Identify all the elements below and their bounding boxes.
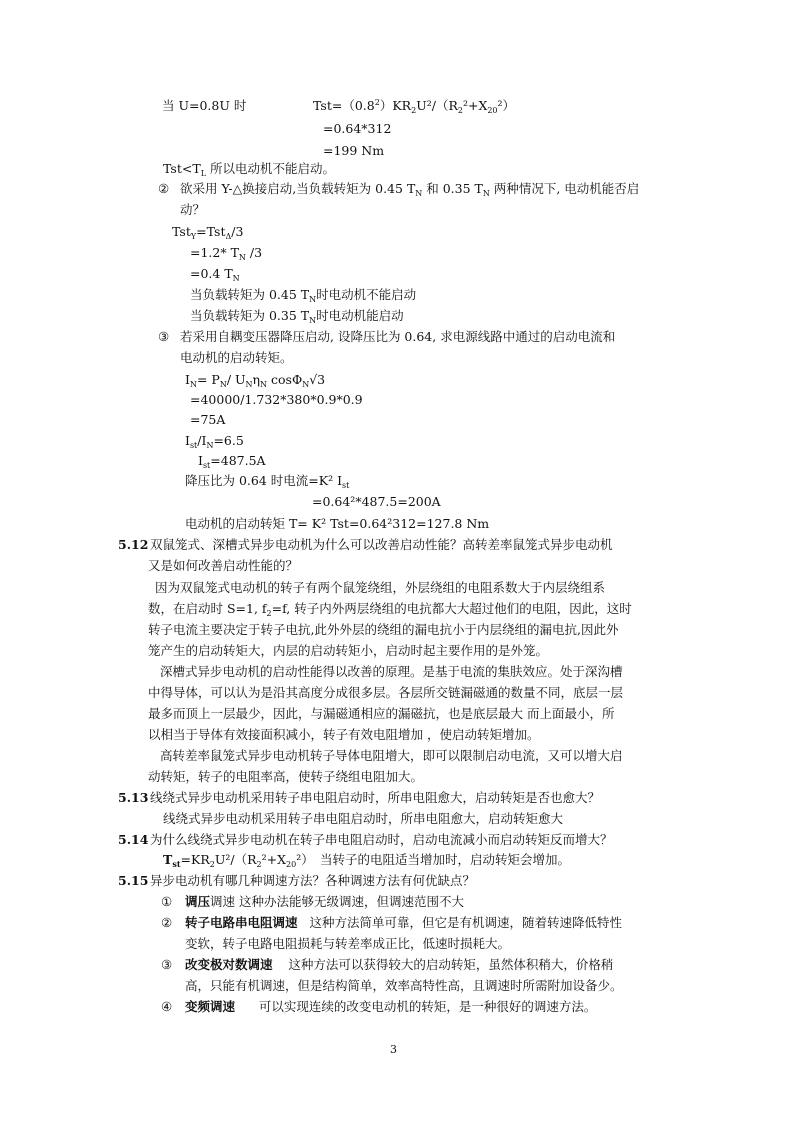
question-number: 5.13 <box>118 790 149 805</box>
list-item: 变频调速 可以实现连续的改变电动机的转矩，是一种很好的调速方法。 <box>185 999 597 1014</box>
paragraph-line: 因为双鼠笼式电动机的转子有两个鼠笼绕组，外层绕组的电阻系数大于内层绕组系 <box>155 580 606 595</box>
equation-line: 降压比为 0.64 时电流=K² $I_{st}$ <box>185 473 350 490</box>
question-text: 异步电动机有哪几种调速方法？各种调速方法有何优缺点？ <box>150 873 476 888</box>
paragraph-line: 深槽式异步电动机的启动性能得以改善的原理。是基于电流的集肤效应。处于深沟槽 <box>160 664 623 679</box>
item-number: ② <box>161 915 173 930</box>
list-item: 转子电路串电阻调速 这种方法简单可靠，但它是有机调速，随着转速降低特性 <box>185 915 622 930</box>
question-text: 又是如何改善启动性能的？ <box>148 558 299 573</box>
conclusion-line: $Tst<T_L$ 所以电动机不能启动。 <box>163 161 335 178</box>
paragraph-line: 笼产生的启动转矩大，内层的启动转矩小，启动时起主要作用的是外笼。 <box>148 643 549 658</box>
equation-line: 电动机的启动转矩 T= K² Tst=0.64²312=127.8 Nm <box>185 516 490 531</box>
result-line: =199 Nm <box>323 143 385 158</box>
item-number: ③ <box>158 329 170 344</box>
paragraph-line: 最多而顶上一层最少，因此，与漏磁通相应的漏磁抗，也是底层最大 而上面最小，所 <box>148 706 615 721</box>
list-item-cont: 变软，转子电路电阻损耗与转差率成正比，低速时损耗大。 <box>185 936 511 951</box>
formula-tst: $T_{st}=KR_2U^2/(R_2^2+X_{20}^2)$ <box>163 852 314 869</box>
equation-line: $I_{st}/I_N=6.5$ <box>185 433 244 450</box>
list-item: 改变极对数调速 这种方法可以获得较大的启动转矩，虽然体积稍大，价格稍 <box>185 957 614 972</box>
paragraph-line: 高转差率鼠笼式异步电动机转子导体电阻增大，即可以限制启动电流，又可以增大启 <box>160 748 623 763</box>
question-text: 为什么线绕式异步电动机在转子串电阻启动时，启动电流减小而启动转矩反而增大？ <box>150 832 613 847</box>
equation-line: =0.4 $T_N$ <box>190 266 240 283</box>
question-text: 双鼠笼式、深槽式异步电动机为什么可以改善启动性能？高转差率鼠笼式异步电动机 <box>150 537 613 552</box>
result-line: =0.64*312 <box>323 121 392 136</box>
question-number: 5.12 <box>118 537 149 552</box>
answer-line: 当负载转矩为 0.45 $T_N$时电动机不能启动 <box>190 287 417 304</box>
equation-line: $I_{st}=487.5A$ <box>198 453 266 470</box>
paragraph-line: 数，在启动时 S=1, $f_2=f$, 转子内外两层绕组的电抗都大大超过他们的电阻，因此，这时 <box>148 601 632 618</box>
question-number: 5.14 <box>118 832 149 847</box>
question-line: 动？ <box>180 202 206 217</box>
paragraph-line: 以相当于导体有效接面积减小，转子有效电阻增加 ，使启动转矩增加。 <box>148 727 540 742</box>
equation-line: =75A <box>190 412 226 427</box>
equation-line: Tst$_Y$=Tst$_\Delta$/3 <box>172 224 244 241</box>
question-text: 线绕式异步电动机采用转子串电阻启动时，所串电阻愈大，启动转矩是否也愈大？ <box>150 790 601 805</box>
page-number: 3 <box>390 1043 397 1056</box>
item-number: ④ <box>161 999 173 1014</box>
equation-line: =0.64²*487.5=200A <box>312 494 441 509</box>
question-line: 电动机的启动转矩。 <box>180 350 293 365</box>
paragraph-line: 动转矩，转子的电阻率高，使转子绕组电阻加大。 <box>148 769 424 784</box>
equation-line: $I_N= P_N/$ $U_N\eta_N$ cosΦ$_N$√3 <box>185 372 326 389</box>
condition-text: 当 U=0.8U 时 <box>162 98 247 113</box>
item-number: ① <box>161 894 173 909</box>
item-number: ② <box>158 181 170 196</box>
paragraph-line: 中得导体，可以认为是沿其高度分成很多层。各层所交链漏磁通的数量不同，底层一层 <box>148 685 624 700</box>
question-line: 欲采用 Y-△换接启动,当负载转矩为 0.45 $T_N$ 和 0.35 $T_N$ 两种情况下, 电动机能否启 <box>180 181 640 198</box>
paragraph-line: 转子电流主要决定于转子电抗,此外外层的绕组的漏电抗小于内层绕组的漏电抗,因此外 <box>148 622 619 637</box>
formula-tst: $Tst=(0.8^2)KR_2U^2/(R_2^2+X_{20}^2)$ <box>313 98 516 115</box>
list-item-cont: 高，只能有机调速，但是结构简单，效率高特性高，且调速时所需附加设备少。 <box>185 978 623 993</box>
item-number: ③ <box>161 957 173 972</box>
answer-line: 当负载转矩为 0.35 $T_N$时电动机能启动 <box>190 308 404 325</box>
answer-line: 线绕式异步电动机采用转子串电阻启动时，所串电阻愈大，启动转矩愈大 <box>163 811 564 826</box>
question-line: 若采用自耦变压器降压启动, 设降压比为 0.64, 求电源线路中通过的启动电流和 <box>180 329 616 344</box>
answer-line: 当转子的电阻适当增加时，启动转矩会增加。 <box>320 852 571 867</box>
question-number: 5.15 <box>118 873 149 888</box>
list-item: 调压调速 这种办法能够无级调速，但调速范围不大 <box>185 894 464 909</box>
equation-line: =1.2* $T_N$ /3 <box>190 245 263 262</box>
equation-line: =40000/1.732*380*0.9*0.9 <box>190 392 363 407</box>
